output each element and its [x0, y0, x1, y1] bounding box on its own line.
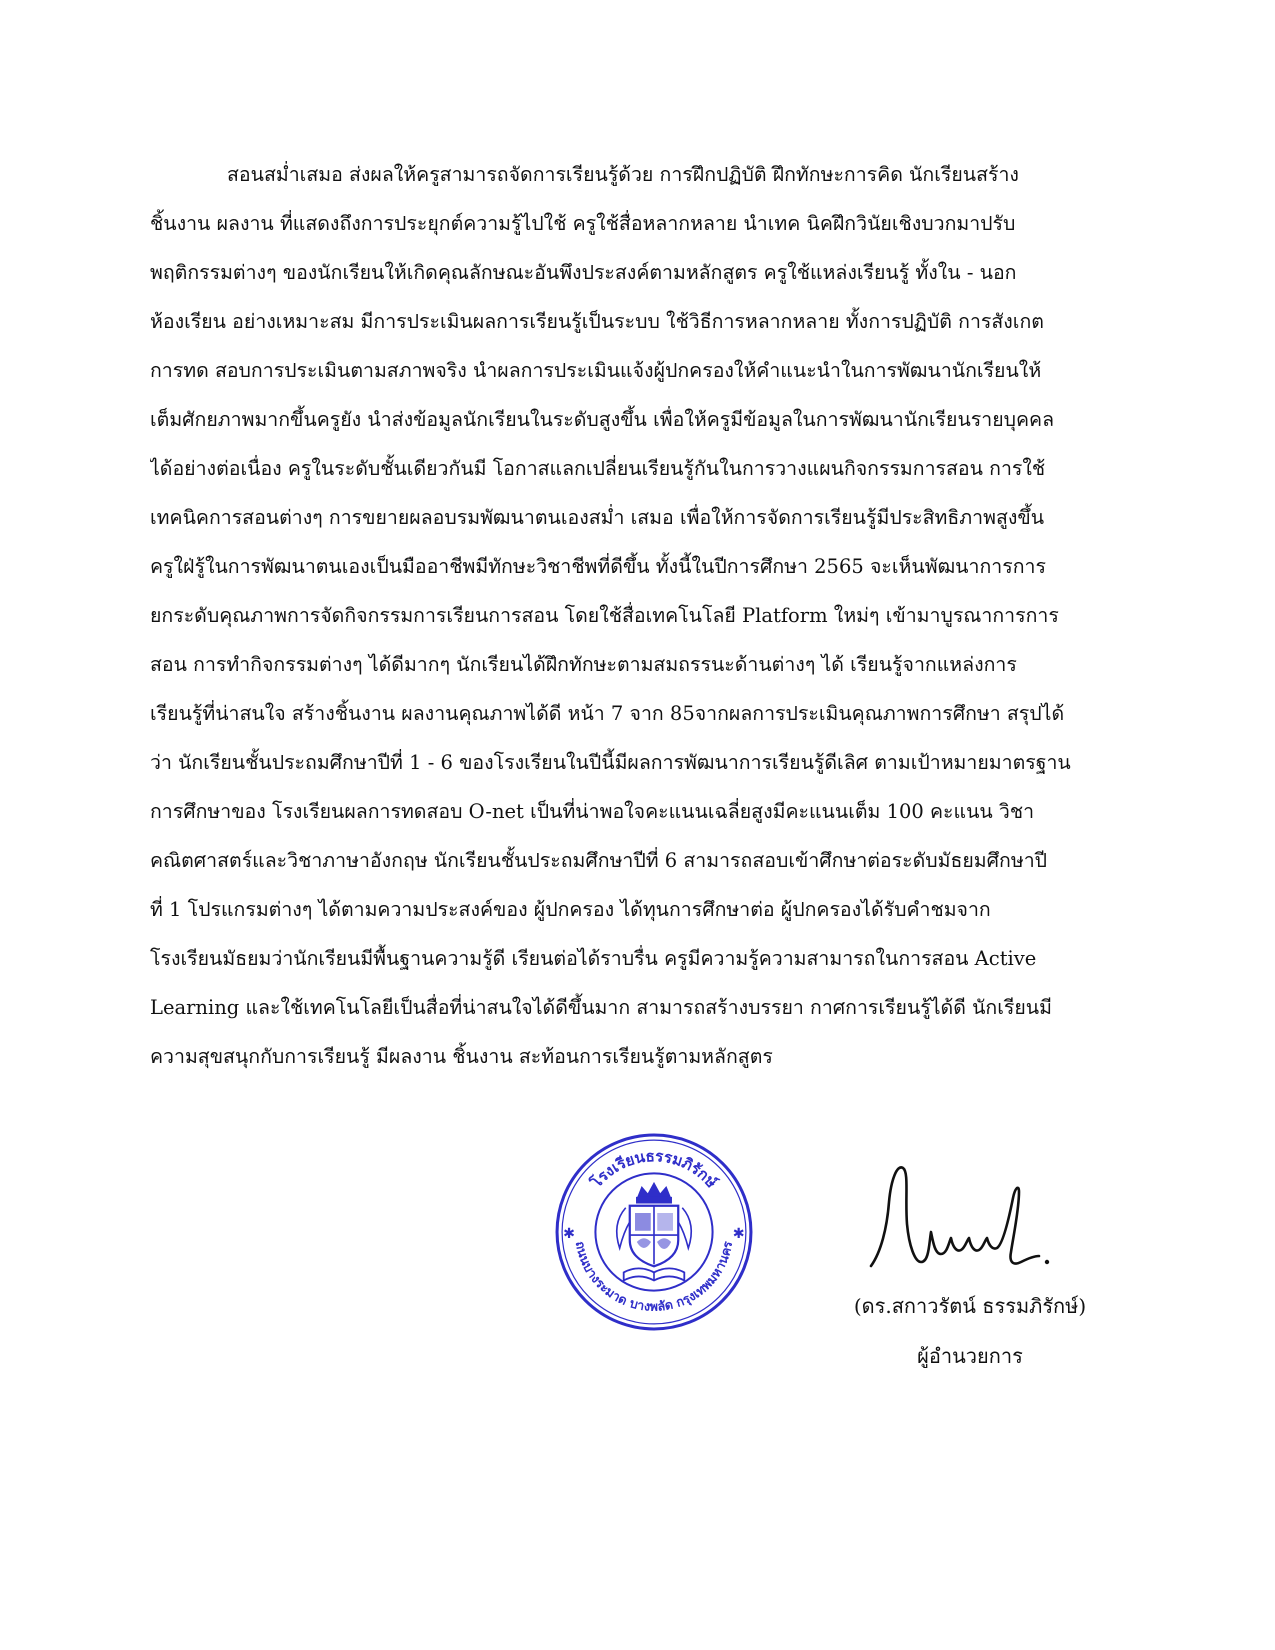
paragraph-line-14: การศึกษาของ โรงเรียนผลการทดสอบ O-net เป็นที่น่าพอใจคะแนนเฉลี่ยสูงมีคะแนนเต็ม 100 คะแนน วิชา	[150, 800, 1035, 823]
signer-title: ผู้อำนวยการ	[917, 1344, 1023, 1368]
paragraph-line-7: ได้อย่างต่อเนื่อง ครูในระดับชั้นเดียวกันมี โอกาสแลกเปลี่ยนเรียนรู้กันในการวางแผนกิจกรรมการสอน การใช้	[150, 457, 1046, 480]
school-seal	[553, 1131, 755, 1333]
paragraph-line-19: ความสุขสนุกกับการเรียนรู้ มีผลงาน ชิ้นงาน สะท้อนการเรียนรู้ตามหลักสูตร	[150, 1045, 773, 1068]
seal-top-text: โรงเรียนธรรมภิรักษ์	[587, 1147, 721, 1192]
svg-text:✱: ✱	[563, 1226, 575, 1243]
body-paragraph	[150, 150, 1125, 1081]
paragraph-line-5: การทด สอบการประเมินตามสภาพจริง นำผลการประเมินแจ้งผู้ปกครองให้คำแนะนำในการพัฒนานักเรียนให้	[150, 359, 1042, 382]
paragraph-line-10: ยกระดับคุณภาพการจัดกิจกรรมการเรียนการสอน โดยใช้สื่อเทคโนโลยี Platform ใหม่ๆ เข้ามาบูรณาการการ	[150, 604, 1059, 627]
paragraph-line-2: ชิ้นงาน ผลงาน ที่แสดงถึงการประยุกต์ความรู้ไปใช้ ครูใช้สื่อหลากหลาย นำเทค นิคฝึกวินัยเชิงบวกมาปรับ	[150, 212, 1016, 235]
paragraph-line-15: คณิตศาสตร์และวิชาภาษาอังกฤษ นักเรียนชั้นประถมศึกษาปีที่ 6 สามารถสอบเข้าศึกษาต่อระดับมัธยมศึกษาปี	[150, 849, 1048, 872]
paragraph-line-13: ว่า นักเรียนชั้นประถมศึกษาปีที่ 1 - 6 ของโรงเรียนในปีนี้มีผลการพัฒนาการเรียนรู้ดีเลิศ ตามเป้าหมายมาตรฐาน	[150, 751, 1071, 774]
paragraph-line-4: ห้องเรียน อย่างเหมาะสม มีการประเมินผลการเรียนรู้เป็นระบบ ใช้วิธีการหลากหลาย ทั้งการปฏิบัติ การสังเกต	[150, 310, 1044, 333]
paragraph-line-18: Learning และใช้เทคโนโลยีเป็นสื่อที่น่าสนใจได้ดีขึ้นมาก สามารถสร้างบรรยา กาศการเรียนรู้ได้ดี นักเรียนมี	[150, 996, 1052, 1019]
paragraph-line-17: โรงเรียนมัธยมว่านักเรียนมีพื้นฐานความรู้ดี เรียนต่อได้ราบรื่น ครูมีความรู้ความสามารถในการสอน Active	[150, 947, 1037, 970]
paragraph-line-11: สอน การทำกิจกรรมต่างๆ ได้ดีมากๆ นักเรียนได้ฝึกทักษะตามสมถรรนะด้านต่างๆ ได้ เรียนรู้จากแหล่งการ	[150, 653, 1017, 676]
paragraph-line-9: ครูใฝ่รู้ในการพัฒนาตนเองเป็นมืออาชีพมีทักษะวิชาชีพที่ดีขึ้น ทั้งนี้ในปีการศึกษา 2565 จะเห็นพัฒนาการการ	[150, 555, 1046, 578]
seal-bottom-text: ถนนบางระมาด บางพลัด กรุงเทพมหานคร	[572, 1240, 736, 1314]
paragraph-line-6: เต็มศักยภาพมากขึ้นครูยัง นำส่งข้อมูลนักเรียนในระดับสูงขึ้น เพื่อให้ครูมีข้อมูลในการพัฒนานักเรียนรายบุคคล	[150, 408, 1055, 431]
signature	[863, 1158, 1083, 1274]
paragraph-line-3: พฤติกรรมต่างๆ ของนักเรียนให้เกิดคุณลักษณะอันพึงประสงค์ตามหลักสูตร ครูใช้แหล่งเรียนรู้ ทั้งใน - นอก	[150, 261, 1017, 284]
signer-name: (ดร.สกาวรัตน์ ธรรมภิรักษ์)	[853, 1294, 1087, 1318]
paragraph-line-1: สอนสม่ำเสมอ ส่งผลให้ครูสามารถจัดการเรียนรู้ด้วย การฝึกปฏิบัติ ฝึกทักษะการคิด นักเรียนสร้าง	[227, 163, 1019, 186]
seal-emblem-icon	[617, 1184, 692, 1281]
svg-text:✱: ✱	[732, 1226, 745, 1243]
paragraph-line-12: เรียนรู้ที่น่าสนใจ สร้างชิ้นงาน ผลงานคุณภาพได้ดี หน้า 7 จาก 85จากผลการประเมินคุณภาพการศึกษา สรุปได้	[150, 702, 1065, 725]
paragraph-line-8: เทคนิคการสอนต่างๆ การขยายผลอบรมพัฒนาตนเองสม่ำ เสมอ เพื่อให้การจัดการเรียนรู้มีประสิทธิภาพสูงขึ้น	[150, 506, 1045, 529]
paragraph-line-16: ที่ 1 โปรแกรมต่างๆ ได้ตามความประสงค์ของ ผู้ปกครอง ได้ทุนการศึกษาต่อ ผู้ปกครองได้รับคำชมจาก	[150, 898, 991, 921]
